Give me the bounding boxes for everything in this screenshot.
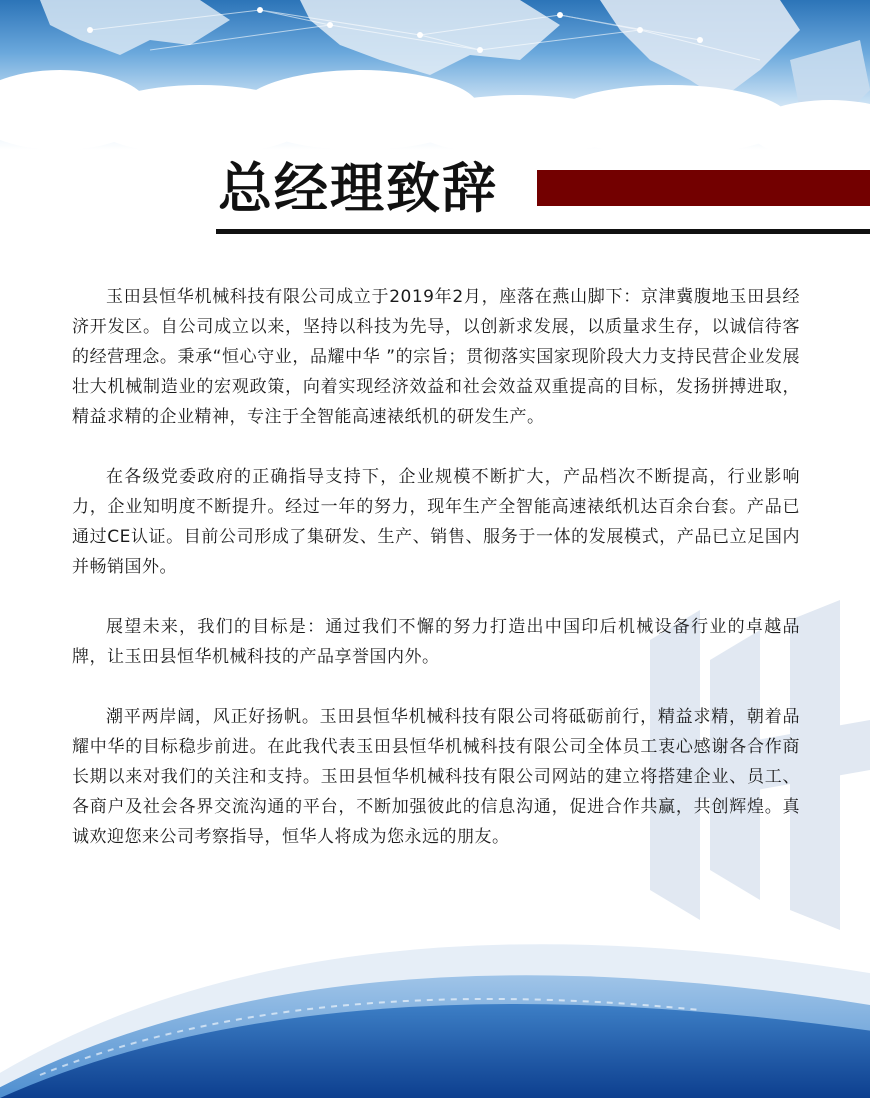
title-divider <box>216 229 870 234</box>
paragraph-1: 玉田县恒华机械科技有限公司成立于2019年2月，座落在燕山脚下：京津冀腹地玉田县经济开发区。自公司成立以来，坚持以科技为先导，以创新求发展，以质量求生存，以诚信待客的经营理念。秉承“恒心守业，品耀中华 ”的宗旨；贯彻落实国家现阶段大力支持民营企业发展壮大机械制造业的宏观政策，向着实现经济效益和社会效益双重提高的目标，发扬拼搏进取，精益求精的企业精神，专注于全智能高速裱纸机的研发生产。 <box>72 287 800 427</box>
paragraph-4: 潮平两岸阔，风正好扬帆。玉田县恒华机械科技有限公司将砥砺前行，精益求精，朝着品耀中华的目标稳步前进。在此我代表玉田县恒华机械科技有限公司全体员工衷心感谢各合作商长期以来对我们的关注和支持。玉田县恒华机械科技有限公司网站的建立将搭建企业、员工、各商户及社会各界交流沟通的平台，不断加强彼此的信息沟通，促进合作共赢，共创辉煌。真诚欢迎您来公司考察指导，恒华人将成为您永远的朋友。 <box>72 707 800 847</box>
title-accent-bar <box>537 170 870 206</box>
paragraph-3: 展望未来，我们的目标是：通过我们不懈的努力打造出中国印后机械设备行业的卓越品牌，让玉田县恒华机械科技的产品享誉国内外。 <box>72 617 800 667</box>
footer-globe-image <box>0 900 870 1098</box>
page-title: 总经理致辞 <box>218 157 498 220</box>
message-content <box>72 282 800 882</box>
paragraph-2: 在各级党委政府的正确指导支持下，企业规模不断扩大，产品档次不断提高，行业影响力，企业知明度不断提升。经过一年的努力，现年生产全智能高速裱纸机达百余台套。产品已通过CE认证。目前公司形成了集研发、生产、销售、服务于一体的发展模式，产品已立足国内并畅销国外。 <box>72 467 800 577</box>
header-banner-image <box>0 0 870 150</box>
